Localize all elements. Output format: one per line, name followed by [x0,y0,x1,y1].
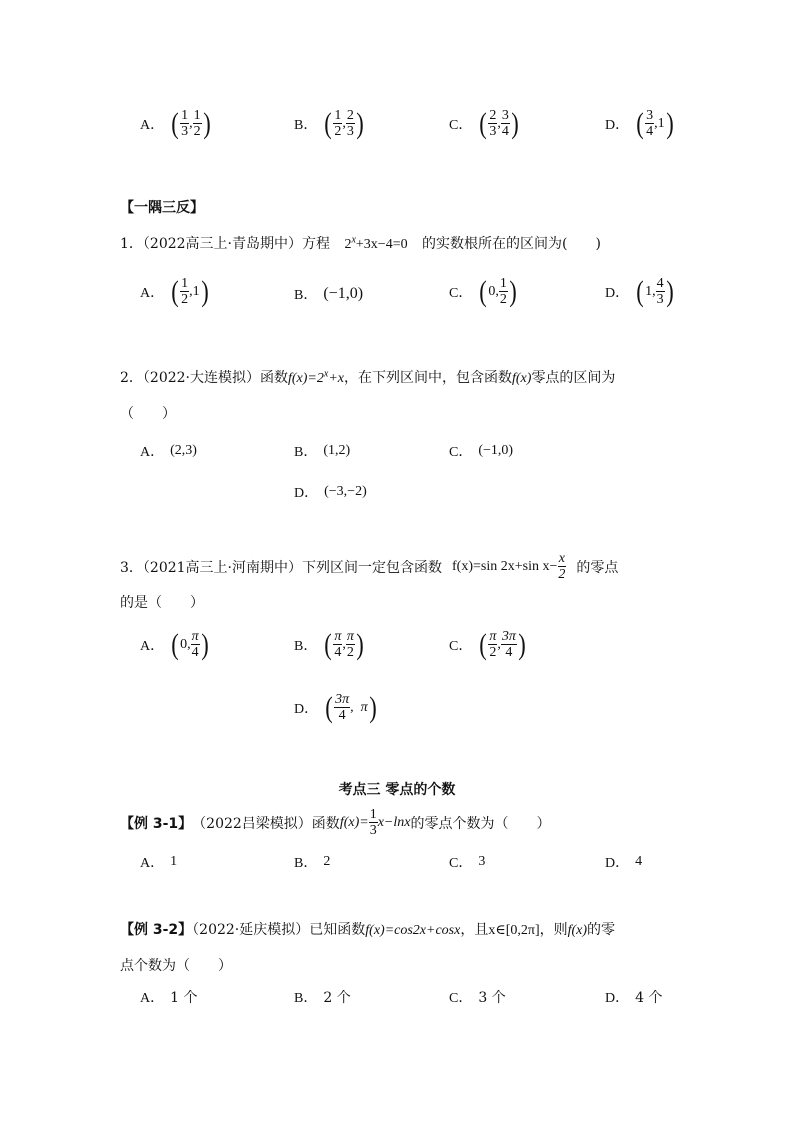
q2-option-c [449,441,513,461]
q1-option-b [294,284,363,304]
q1-option-c [449,276,518,307]
fraction [656,276,665,307]
fraction [180,108,189,139]
q2-option-a [140,441,197,461]
left-paren: ( [479,106,488,140]
numerator: 3 [501,108,509,123]
option-label: A． [140,991,165,1006]
numerator: x [558,551,565,566]
option-d-top [605,108,675,139]
example-tag: 【例 3-2】 [120,922,193,938]
numerator: 1 [499,276,507,291]
denominator: 2 [346,645,354,660]
ex32-option-d [605,987,662,1007]
right-paren: ) [200,627,209,661]
option-head: 0, [488,283,499,299]
fraction [346,108,355,139]
function-ref: f(x) [567,923,588,938]
option-value: 3 [478,854,486,869]
question-2 [120,367,615,387]
exponent: x [351,234,356,246]
example-suffix: 的零 [587,922,616,938]
q2-option-b [294,441,350,461]
right-paren: ) [509,274,517,308]
denominator: 4 [501,124,509,139]
section-title: 考点三 零点的个数 [338,782,456,798]
numerator: 3π [335,692,350,707]
option-value: 4 [635,854,643,869]
numerator: π [346,629,354,644]
denominator: 3 [346,124,354,139]
fraction [557,551,566,582]
option-value: (−1,0) [323,285,364,302]
fraction [501,629,517,660]
left-paren: ( [324,627,333,661]
exponent: x [323,368,329,380]
option-label: B． [294,638,318,654]
ex32-option-b [294,987,351,1007]
right-paren: ) [356,627,364,661]
numerator: 3 [646,108,654,123]
numerator: 2 [346,108,354,123]
option-b-top [294,108,365,139]
fraction [488,108,497,139]
denominator: 2 [193,124,201,139]
fraction [499,276,508,307]
separator: , [497,636,501,652]
question-text: 1．（2022高三上·青岛期中）方程 [120,236,330,252]
option-label: A． [140,638,165,654]
question-3-line2: 的是（ ） [120,595,204,611]
option-value: 2 个 [323,990,351,1006]
separator: , [497,115,501,131]
numerator: 1 [181,108,189,123]
question-2-line2: （ ） [120,406,176,422]
option-label: B． [294,856,318,871]
example-3-2 [120,919,615,939]
ex31-option-c [449,852,485,872]
option-label: C． [449,991,473,1006]
q2-option-d [294,482,367,502]
denominator: 2 [181,292,189,307]
right-paren: ) [200,274,209,308]
q1-option-a [140,276,210,307]
ex32-option-a [140,987,197,1007]
denominator: 3 [181,124,189,139]
numerator: 1 [193,108,201,123]
ex32-option-c [449,987,506,1007]
q3-option-a [140,629,210,660]
example-suffix: 的零点个数为（ ） [410,815,551,832]
ex31-option-b [294,852,330,872]
option-a-top [140,108,212,139]
numerator: 1 [181,276,189,291]
numerator: 2 [489,108,497,123]
option-label: A． [140,285,165,301]
q1-option-d [605,276,675,307]
separator: , [342,115,346,131]
fraction [333,108,342,139]
q3-option-b [294,629,365,660]
numerator: 3π [501,629,516,644]
numerator: π [334,629,342,644]
numerator: 1 [334,108,342,123]
question-end: 零点的区间为 [531,370,616,386]
fraction [346,629,355,660]
question-text: 2．（2022·大连模拟）函数 [120,370,288,386]
example-3-2-line2: 点个数为（ ） [120,958,232,974]
fraction [180,276,189,307]
option-value: 4 个 [635,990,663,1006]
example-mid2: ，则 [539,922,568,938]
option-label: A． [140,445,165,460]
question-text: 3．（2021高三上·河南期中）下列区间一定包含函数 [120,559,442,576]
option-label: C． [449,445,473,460]
equation-rest: +3x−4=0 [355,237,408,252]
denominator: 4 [338,708,346,723]
example-mid: ，且 [460,922,489,938]
example-text: （2022吕梁模拟）函数 [192,815,340,832]
separator: , [189,115,193,131]
fraction [645,108,654,139]
question-mid: ，在下列区间中，包含函数 [344,370,512,386]
right-paren: ) [202,106,211,140]
option-value: (2,3) [170,443,197,458]
denominator: 2 [499,292,507,307]
option-label: D． [294,701,319,717]
function-def: f(x)=cos2x+cosx [365,923,461,938]
fraction [191,629,200,660]
fraction [334,692,350,723]
option-label: C． [449,638,473,654]
right-paren: ) [368,690,377,724]
right-paren: ) [511,106,519,140]
numerator: 4 [656,276,664,291]
example-3-1 [120,807,550,838]
option-label: B． [294,445,318,460]
option-value: 3 个 [478,990,506,1006]
option-c-top [449,108,520,139]
q3-option-c [449,629,527,660]
denominator: 4 [646,124,654,139]
denominator: 2 [558,567,566,582]
option-tail: , π [350,699,368,715]
denominator: 4 [191,645,199,660]
left-paren: ( [636,274,644,308]
question-3 [120,551,618,582]
function-base: f(x)=2 [288,371,324,386]
function-def [288,368,344,386]
option-value: (−3,−2) [324,484,367,499]
ex31-option-d [605,852,642,872]
option-label: A． [140,856,165,871]
option-label: D． [605,856,630,871]
equation [344,234,408,252]
question-suffix: 的实数根所在的区间为( ) [422,236,601,252]
option-value: 1 [170,854,178,869]
denominator: 4 [505,645,513,660]
right-paren: ) [665,274,674,308]
option-label: C． [449,117,473,133]
separator: ,1 [654,115,665,131]
option-label: D． [605,117,630,133]
option-label: A． [140,117,165,133]
option-label: B． [294,288,318,303]
option-label: C． [449,285,473,301]
section-heading: 【一隅三反】 [120,200,204,216]
fraction [369,807,378,838]
right-paren: ) [665,106,674,140]
function-rest: x−lnx [377,814,411,830]
option-label: D． [605,991,630,1006]
example-tag: 【例 3-1】 [120,815,193,832]
numerator: 1 [369,807,377,822]
option-value: (−1,0) [478,443,514,458]
function-def: f(x)= [339,814,369,830]
denominator: 3 [489,124,497,139]
separator: , [342,636,346,652]
left-paren: ( [636,106,644,140]
denominator: 2 [334,124,342,139]
domain-expression: x∈[0,2π] [488,923,540,938]
left-paren: ( [171,106,179,140]
left-paren: ( [325,690,333,724]
left-paren: ( [171,274,179,308]
function-rest: +x [328,371,344,386]
numerator: π [489,629,497,644]
fraction [333,629,342,660]
function-ref: f(x) [512,371,532,386]
q3-option-d [294,692,378,723]
option-value: (1,2) [323,443,351,458]
option-label: B． [294,117,318,133]
option-label: B． [294,991,318,1006]
right-paren: ) [518,627,526,661]
denominator: 3 [369,823,377,838]
option-value: 2 [323,854,331,869]
option-tail: ,1 [189,283,200,299]
function-def: f(x)=sin 2x+sin x− [452,558,558,574]
denominator: 3 [656,292,664,307]
left-paren: ( [479,627,488,661]
equation-base: 2 [344,237,352,252]
denominator: 2 [489,645,497,660]
question-1 [120,233,601,253]
option-value: 1 个 [170,990,198,1006]
question-suffix: 的零点 [576,559,619,576]
fraction [488,629,497,660]
option-label: D． [294,486,319,501]
denominator: 4 [334,645,342,660]
ex31-option-a [140,852,177,872]
left-paren: ( [324,106,333,140]
numerator: π [191,629,199,644]
fraction [501,108,510,139]
option-head: 1, [645,283,656,299]
example-text: （2022·延庆模拟）已知函数 [192,922,366,938]
left-paren: ( [171,627,179,661]
option-label: D． [605,285,630,301]
option-head: 0, [180,636,191,652]
fraction [193,108,202,139]
right-paren: ) [356,106,364,140]
left-paren: ( [479,274,488,308]
option-label: C． [449,856,473,871]
